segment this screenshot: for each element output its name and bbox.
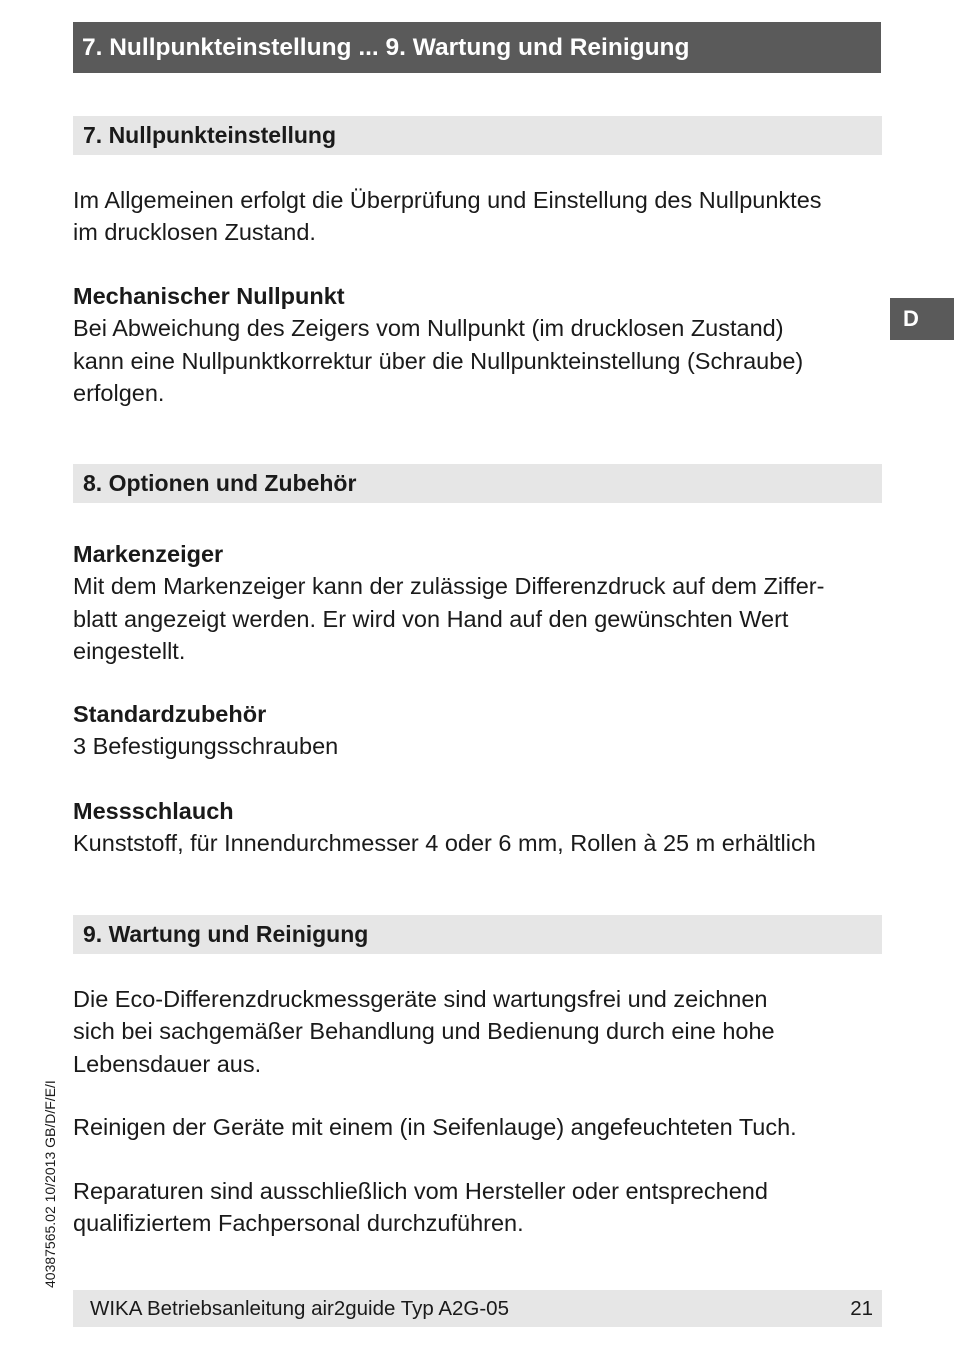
text-line: 3 Befestigungsschrauben (73, 733, 339, 760)
section-9-paragraph-2 (73, 1111, 888, 1143)
section-heading-9: 9. Wartung und Reinigung (73, 915, 882, 954)
section-9-paragraph-3 (73, 1175, 888, 1240)
text-line: sich bei sachgemäßer Behandlung und Bedienung durch eine hohe (73, 1018, 775, 1045)
language-tab: D (890, 298, 954, 340)
text-line: Lebensdauer aus. (73, 1050, 262, 1077)
text-line: erfolgen. (73, 379, 165, 406)
subsection-title: Messschlauch (73, 798, 234, 824)
section-9-paragraph-1 (73, 983, 888, 1080)
subsection-messschlauch (73, 795, 888, 860)
page-footer (73, 1290, 882, 1327)
page-header-title: 7. Nullpunkteinstellung ... 9. Wartung und Reinigung (73, 22, 881, 73)
subsection-markenzeiger (73, 538, 888, 667)
document-code: 40387565.02 10/2013 GB/D/F/E/I (42, 1080, 58, 1288)
text-line: Reparaturen sind ausschließlich vom Hersteller oder entsprechend (73, 1178, 768, 1204)
text-line: Mit dem Markenzeiger kann der zulässige Differenzdruck auf dem Ziffer- (73, 573, 825, 600)
text-line: Im Allgemeinen erfolgt die Überprüfung und Einstellung des Nullpunktes (73, 187, 822, 213)
text-line: eingestellt. (73, 637, 186, 664)
text-line: blatt angezeigt werden. Er wird von Hand auf den gewünschten Wert (73, 605, 789, 632)
footer-title: WIKA Betriebsanleitung air2guide Typ A2G-05 (90, 1297, 509, 1320)
text-line: Bei Abweichung des Zeigers vom Nullpunkt (im drucklosen Zustand) (73, 315, 784, 342)
section-7-intro (73, 184, 888, 249)
subsection-title: Markenzeiger (73, 541, 224, 567)
text-line: kann eine Nullpunktkorrektur über die Nullpunkteinstellung (Schraube) (73, 347, 804, 374)
text-line: im drucklosen Zustand. (73, 219, 316, 246)
page-number: 21 (850, 1297, 873, 1320)
text-line: qualifiziertem Fachpersonal durchzuführen. (73, 1210, 524, 1237)
subsection-standardzubehoer (73, 698, 888, 763)
subsection-title: Mechanischer Nullpunkt (73, 283, 345, 309)
text-line: Reinigen der Geräte mit einem (in Seifenlauge) angefeuchteten Tuch. (73, 1114, 797, 1140)
section-heading-8: 8. Optionen und Zubehör (73, 464, 882, 503)
text-line: Die Eco-Differenzdruckmessgeräte sind wartungsfrei und zeichnen (73, 986, 768, 1012)
text-line: Kunststoff, für Innendurchmesser 4 oder 6 mm, Rollen à 25 m erhältlich (73, 830, 816, 857)
subsection-title: Standardzubehör (73, 701, 267, 727)
section-heading-7: 7. Nullpunkteinstellung (73, 116, 882, 155)
subsection-mechanischer-nullpunkt (73, 280, 888, 409)
